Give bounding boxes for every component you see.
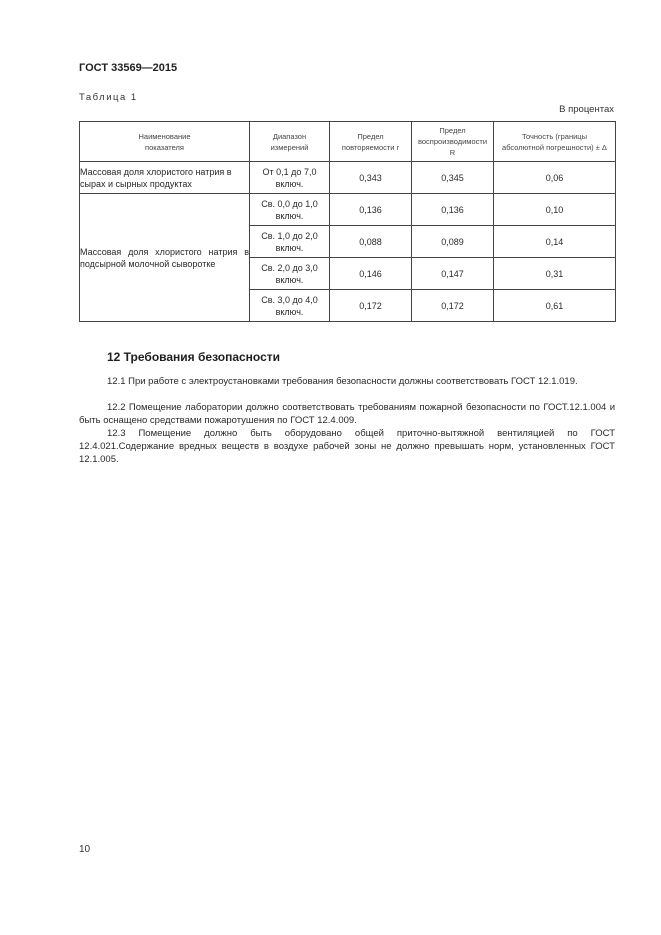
document-id: ГОСТ 33569—2015 bbox=[79, 62, 178, 74]
table-row bbox=[80, 162, 616, 194]
column-header-reproducibility: Предел воспроизводимости R bbox=[412, 122, 494, 162]
accuracy-cell: 0,61 bbox=[494, 290, 616, 322]
indicator-name-whey: Массовая доля хлористого натрия в подсырной молочной сыворотке bbox=[80, 194, 250, 322]
accuracy-cell: 0,31 bbox=[494, 258, 616, 290]
section-title: 12 Требования безопасности bbox=[107, 350, 281, 364]
paragraph-12-1: 12.1 При работе с электроустановками требования безопасности должны соответствовать ГОСТ 12.1.019. bbox=[107, 376, 578, 387]
column-header-repeatability: Предел повторяемости r bbox=[330, 122, 412, 162]
accuracy-cell: 0,14 bbox=[494, 226, 616, 258]
column-header-accuracy: Точность (границы абсолютной погрешности) ± Δ bbox=[494, 122, 616, 162]
repeatability-cell: 0,343 bbox=[330, 162, 412, 194]
data-table bbox=[79, 121, 616, 322]
range-cell: От 0,1 до 7,0 включ. bbox=[250, 162, 330, 194]
range-cell: Св. 2,0 до 3,0 включ. bbox=[250, 258, 330, 290]
repeatability-cell: 0,136 bbox=[330, 194, 412, 226]
column-header-indicator: Наименование показателя bbox=[80, 122, 250, 162]
paragraph-12-3: 12.3 Помещение должно быть оборудовано общей приточно-вытяжной вентиляцией по ГОСТ 12.4.021.Содержание вредных веществ в воздухе рабочей зоны не должно превышать норм, установленных ГОСТ 12.1.005. bbox=[79, 428, 615, 465]
table-row bbox=[80, 194, 616, 226]
accuracy-cell: 0,10 bbox=[494, 194, 616, 226]
column-header-range: Диапазон измерений bbox=[250, 122, 330, 162]
repeatability-cell: 0,172 bbox=[330, 290, 412, 322]
reproducibility-cell: 0,136 bbox=[412, 194, 494, 226]
reproducibility-cell: 0,172 bbox=[412, 290, 494, 322]
reproducibility-cell: 0,345 bbox=[412, 162, 494, 194]
indicator-name-cheese: Массовая доля хлористого натрия в сырах и сырных продуктах bbox=[80, 162, 250, 194]
range-cell: Св. 0,0 до 1,0 включ. bbox=[250, 194, 330, 226]
table-caption: Таблица 1 bbox=[79, 92, 138, 103]
repeatability-cell: 0,088 bbox=[330, 226, 412, 258]
table-header-row bbox=[80, 122, 616, 162]
range-cell: Св. 3,0 до 4,0 включ. bbox=[250, 290, 330, 322]
reproducibility-cell: 0,147 bbox=[412, 258, 494, 290]
units-note: В процентах bbox=[559, 104, 614, 115]
accuracy-cell: 0,06 bbox=[494, 162, 616, 194]
range-cell: Св. 1,0 до 2,0 включ. bbox=[250, 226, 330, 258]
repeatability-cell: 0,146 bbox=[330, 258, 412, 290]
paragraph-12-2: 12.2 Помещение лаборатории должно соответствовать требованиям пожарной безопасности по ГОСТ.12.1.004 и быть оснащено средствами пожаротушения по ГОСТ 12.4.009. bbox=[79, 402, 615, 426]
reproducibility-cell: 0,089 bbox=[412, 226, 494, 258]
page-number: 10 bbox=[79, 844, 91, 855]
